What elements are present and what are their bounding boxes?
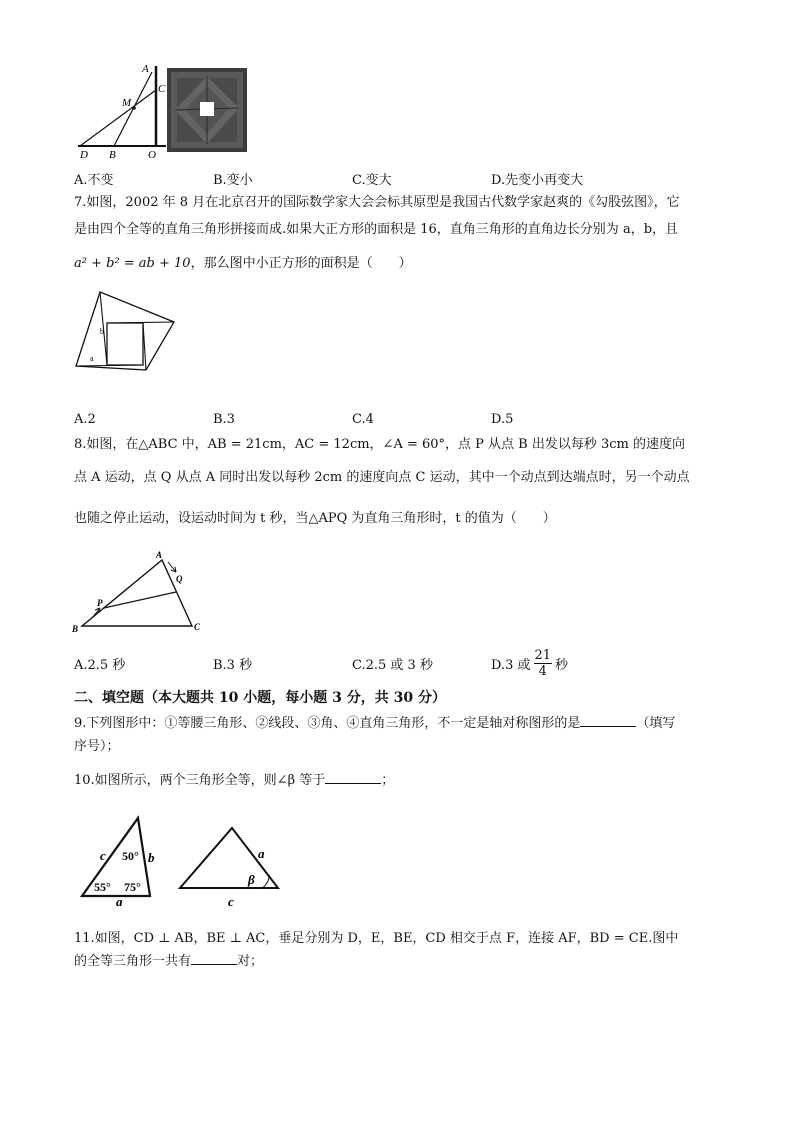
label-a: A bbox=[156, 550, 163, 560]
section-heading: 二、填空题（本大题共 10 小题，每小题 3 分，共 30 分） bbox=[74, 690, 446, 706]
q8-option-d-suffix: 秒 bbox=[555, 657, 569, 673]
q8-option-d-fraction bbox=[534, 648, 553, 679]
q7-line3 bbox=[74, 255, 412, 273]
q10-line1-text: 10.如图所示，两个三角形全等，则∠β 等于 bbox=[74, 773, 326, 788]
q10-triangles-figure bbox=[78, 814, 288, 906]
label-a: A bbox=[142, 63, 149, 75]
q9-line2: 序号）； bbox=[74, 739, 120, 754]
q6-ladder-figure bbox=[70, 58, 170, 162]
q7-option-a: A.2 bbox=[74, 412, 96, 427]
label-c: C bbox=[194, 622, 201, 632]
q7-line2: 是由四个全等的直角三角形拼接而成.如果大正方形的面积是 16，直角三角形的直角边长分别为 a，b，且 bbox=[74, 222, 679, 237]
segment-pq bbox=[104, 592, 176, 608]
q11-line2-text: 的全等三角形一共有 bbox=[74, 954, 192, 969]
q9-line1-tail: （填写 bbox=[636, 716, 676, 731]
label-q: Q bbox=[176, 574, 183, 584]
q8-line1: 8.如图，在△ABC 中，AB = 21cm，AC = 12cm，∠A = 60°，点 P 从点 B 出发以每秒 3cm 的速度向 bbox=[74, 437, 686, 452]
fraction-numerator: 21 bbox=[534, 647, 552, 663]
q9-answer-blank[interactable] bbox=[580, 726, 636, 727]
q7-option-b: B.3 bbox=[213, 412, 235, 427]
inner-square bbox=[107, 323, 143, 365]
q10-line1-tail: ； bbox=[381, 773, 395, 788]
q8-line3: 也随之停止运动，设运动时间为 t 秒，当△APQ 为直角三角形时，t 的值为（ ） bbox=[74, 511, 556, 526]
fraction-denominator: 4 bbox=[538, 663, 547, 679]
q7-equation: a² + b² = ab + 10 bbox=[74, 256, 191, 271]
q8-triangle-figure bbox=[70, 548, 210, 636]
label-p: P bbox=[97, 598, 103, 608]
label-b: B bbox=[72, 624, 79, 634]
q8-option-b: B.3 秒 bbox=[213, 658, 253, 673]
q9-line1 bbox=[74, 715, 675, 733]
q11-answer-blank[interactable] bbox=[191, 964, 237, 965]
label-c-right: c bbox=[228, 894, 234, 906]
q6-option-d: D.先变小再变大 bbox=[491, 173, 584, 188]
q6-square-photo bbox=[167, 68, 247, 152]
label-beta: β bbox=[248, 872, 255, 887]
q7-option-c: C.4 bbox=[352, 412, 374, 427]
q11-line1: 11.如图，CD ⊥ AB，BE ⊥ AC，垂足分别为 D，E，BE，CD 相交于点 F，连接 AF，BD = CE.图中 bbox=[74, 931, 679, 946]
label-c-left: c bbox=[100, 848, 106, 863]
q8-option-d-prefix: D.3 或 bbox=[491, 657, 531, 673]
angle-55-label: 55° bbox=[94, 880, 111, 894]
label-b: b bbox=[100, 327, 104, 336]
q7-line3-tail: ，那么图中小正方形的面积是（ ） bbox=[190, 256, 412, 271]
q6-option-c: C.变大 bbox=[352, 173, 392, 188]
label-d: D bbox=[80, 149, 88, 161]
q10-answer-blank[interactable] bbox=[325, 783, 381, 784]
q8-option-d bbox=[491, 644, 568, 682]
label-b-left: b bbox=[148, 850, 155, 865]
q11-line2-tail: 对； bbox=[237, 954, 264, 969]
q7-pythagoras-figure bbox=[74, 288, 178, 374]
label-m: M bbox=[122, 97, 132, 109]
label-a-right: a bbox=[258, 846, 265, 861]
label-a-left: a bbox=[116, 894, 123, 906]
q8-option-a: A.2.5 秒 bbox=[74, 658, 126, 673]
q7-line1: 7.如图，2002 年 8 月在北京召开的国际数学家大会会标其原型是我国古代数学家赵爽的《勾股弦图》，它 bbox=[74, 195, 680, 210]
q9-line1-text: 9.下列图形中：①等腰三角形、②线段、③角、④直角三角形，不一定是轴对称图形的是 bbox=[74, 716, 581, 731]
angle-50-label: 50° bbox=[122, 849, 139, 863]
q6-option-a: A.不变 bbox=[74, 173, 114, 188]
q11-line2 bbox=[74, 953, 263, 971]
q8-option-c: C.2.5 或 3 秒 bbox=[352, 658, 433, 673]
midpoint-m bbox=[132, 106, 136, 110]
label-o: O bbox=[148, 149, 156, 161]
q10-line1 bbox=[74, 772, 394, 790]
q7-option-d: D.5 bbox=[491, 412, 514, 427]
label-c: C bbox=[158, 83, 166, 95]
label-a: a bbox=[90, 354, 94, 363]
q6-option-b: B.变小 bbox=[213, 173, 253, 188]
angle-75-label: 75° bbox=[124, 880, 141, 894]
q8-line2: 点 A 运动，点 Q 从点 A 同时出发以每秒 2cm 的速度向点 C 运动，其中一个动点到达端点时，另一个动点 bbox=[74, 470, 690, 485]
label-b: B bbox=[109, 149, 116, 161]
